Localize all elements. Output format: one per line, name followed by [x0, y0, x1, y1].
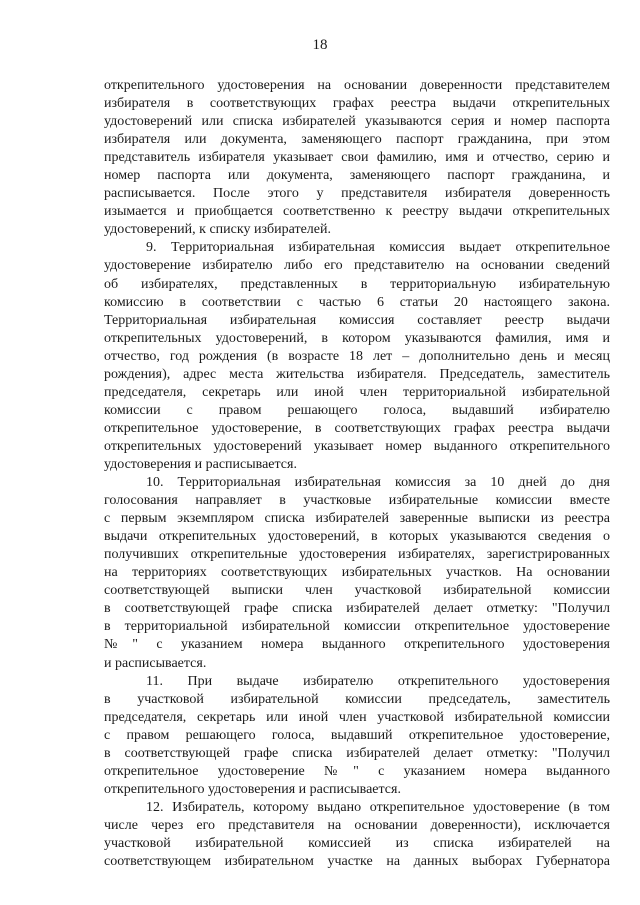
text-line: выдачи открепительных удостоверений, в которых указываются сведения о — [104, 529, 610, 545]
text-line: числе через его представителя на основании доверенности), исключается — [104, 817, 610, 833]
text-line: открепительных удостоверений указывает номер выданного открепительного — [104, 438, 610, 454]
text-line: соответствующей выписки член участковой избирательной комиссии — [104, 583, 610, 599]
text-line: комиссию в соответствии с частью 6 статьи 20 настоящего закона. — [104, 294, 610, 310]
paragraph-p-10 — [104, 474, 610, 673]
text-line: в участковой избирательной комиссии председатель, заместитель — [104, 691, 610, 707]
text-line: открепительное удостоверение №" с указанием номера выданного — [104, 763, 610, 779]
text-line: в территориальной избирательной комиссии открепительное удостоверение — [104, 619, 610, 635]
text-line: в соответствующей графе списка избирателей делает отметку: "Получил — [104, 745, 610, 761]
text-line: отчество, год рождения (в возрасте 18 лет – дополнительно день и месяц — [104, 348, 610, 364]
text-line: изымается и приобщается соответственно к реестру выдачи открепительных — [104, 204, 610, 220]
text-line: получивших открепительные удостоверения избирателях, зарегистрированных — [104, 547, 610, 563]
text-line: рождения), адрес места жительства избирателя. Председатель, заместитель — [104, 366, 610, 382]
paragraph-p-9 — [104, 239, 610, 474]
text-line: номер паспорта или документа, заменяющего паспорт гражданина, и — [104, 168, 610, 184]
text-line: открепительных удостоверений, в котором указываются фамилия, имя и — [104, 330, 610, 346]
page-number: 18 — [312, 37, 328, 53]
text-line: 9. Территориальная избирательная комиссия выдает открепительное — [146, 240, 610, 256]
text-line: 10. Территориальная избирательная комиссия за 10 дней до дня — [146, 475, 610, 491]
text-line: комиссии с правом решающего голоса, выдавший избирателю — [104, 402, 610, 418]
text-line: с первым экземпляром списка избирателей заверенные выписки из реестра — [104, 511, 610, 527]
text-line: председателя, секретарь или иной член участковой избирательной комиссии — [104, 709, 610, 725]
text-line: соответствующем избирательном участке на данных выборах Губернатора — [104, 854, 610, 870]
text-line: голосования направляет в участковые избирательные комиссии вместе — [104, 493, 610, 509]
text-line: участковой избирательной комиссией из списка избирателей на — [104, 835, 610, 851]
text-line: №" с указанием номера выданного открепительного удостоверения — [104, 637, 610, 653]
text-line: председателя, секретарь или иной член территориальной избирательной — [104, 384, 610, 400]
document-body — [104, 77, 610, 871]
text-line: 12. Избиратель, которому выдано открепительное удостоверение (в том — [146, 799, 610, 815]
text-line: на территориях соответствующих избирательных участков. На основании — [104, 565, 610, 581]
text-line: избирателя в соответствующих графах реестра выдачи открепительных — [104, 96, 610, 112]
text-line: открепительного удостоверения на основании доверенности представителем — [104, 78, 610, 93]
text-line: открепительное удостоверение, в соответствующих графах реестра выдачи — [104, 420, 610, 436]
text-line: с правом решающего голоса, выдавший открепительное удостоверение, — [104, 727, 610, 743]
text-line: удостоверений или списка избирателей указываются серия и номер паспорта — [104, 114, 610, 130]
text-line: удостоверения и расписывается. — [104, 456, 297, 472]
text-line: Территориальная избирательная комиссия составляет реестр выдачи — [104, 312, 610, 328]
text-line: открепительного удостоверения и расписывается. — [104, 781, 401, 797]
text-line: и расписывается. — [104, 655, 207, 671]
text-line: представитель избирателя указывает свои фамилию, имя и отчество, серию и — [104, 150, 610, 166]
paragraph-p-11 — [104, 673, 610, 799]
paragraph-p-continuation — [104, 77, 610, 239]
text-line: в соответствующей графе списка избирателей делает отметку: "Получил — [104, 601, 610, 617]
text-line: расписывается. После этого у представителя избирателя доверенность — [104, 186, 610, 202]
text-line: избирателя или документа, заменяющего паспорт гражданина, при этом — [104, 132, 610, 148]
text-line: удостоверений, к списку избирателей. — [104, 222, 332, 238]
text-line: удостоверение избирателю либо его представителю на основании сведений — [104, 258, 610, 274]
text-line: об избирателях, представленных в территориальную избирательную — [104, 276, 610, 292]
paragraph-p-12 — [104, 799, 610, 871]
text-line: 11. При выдаче избирателю открепительного удостоверения — [146, 673, 610, 689]
